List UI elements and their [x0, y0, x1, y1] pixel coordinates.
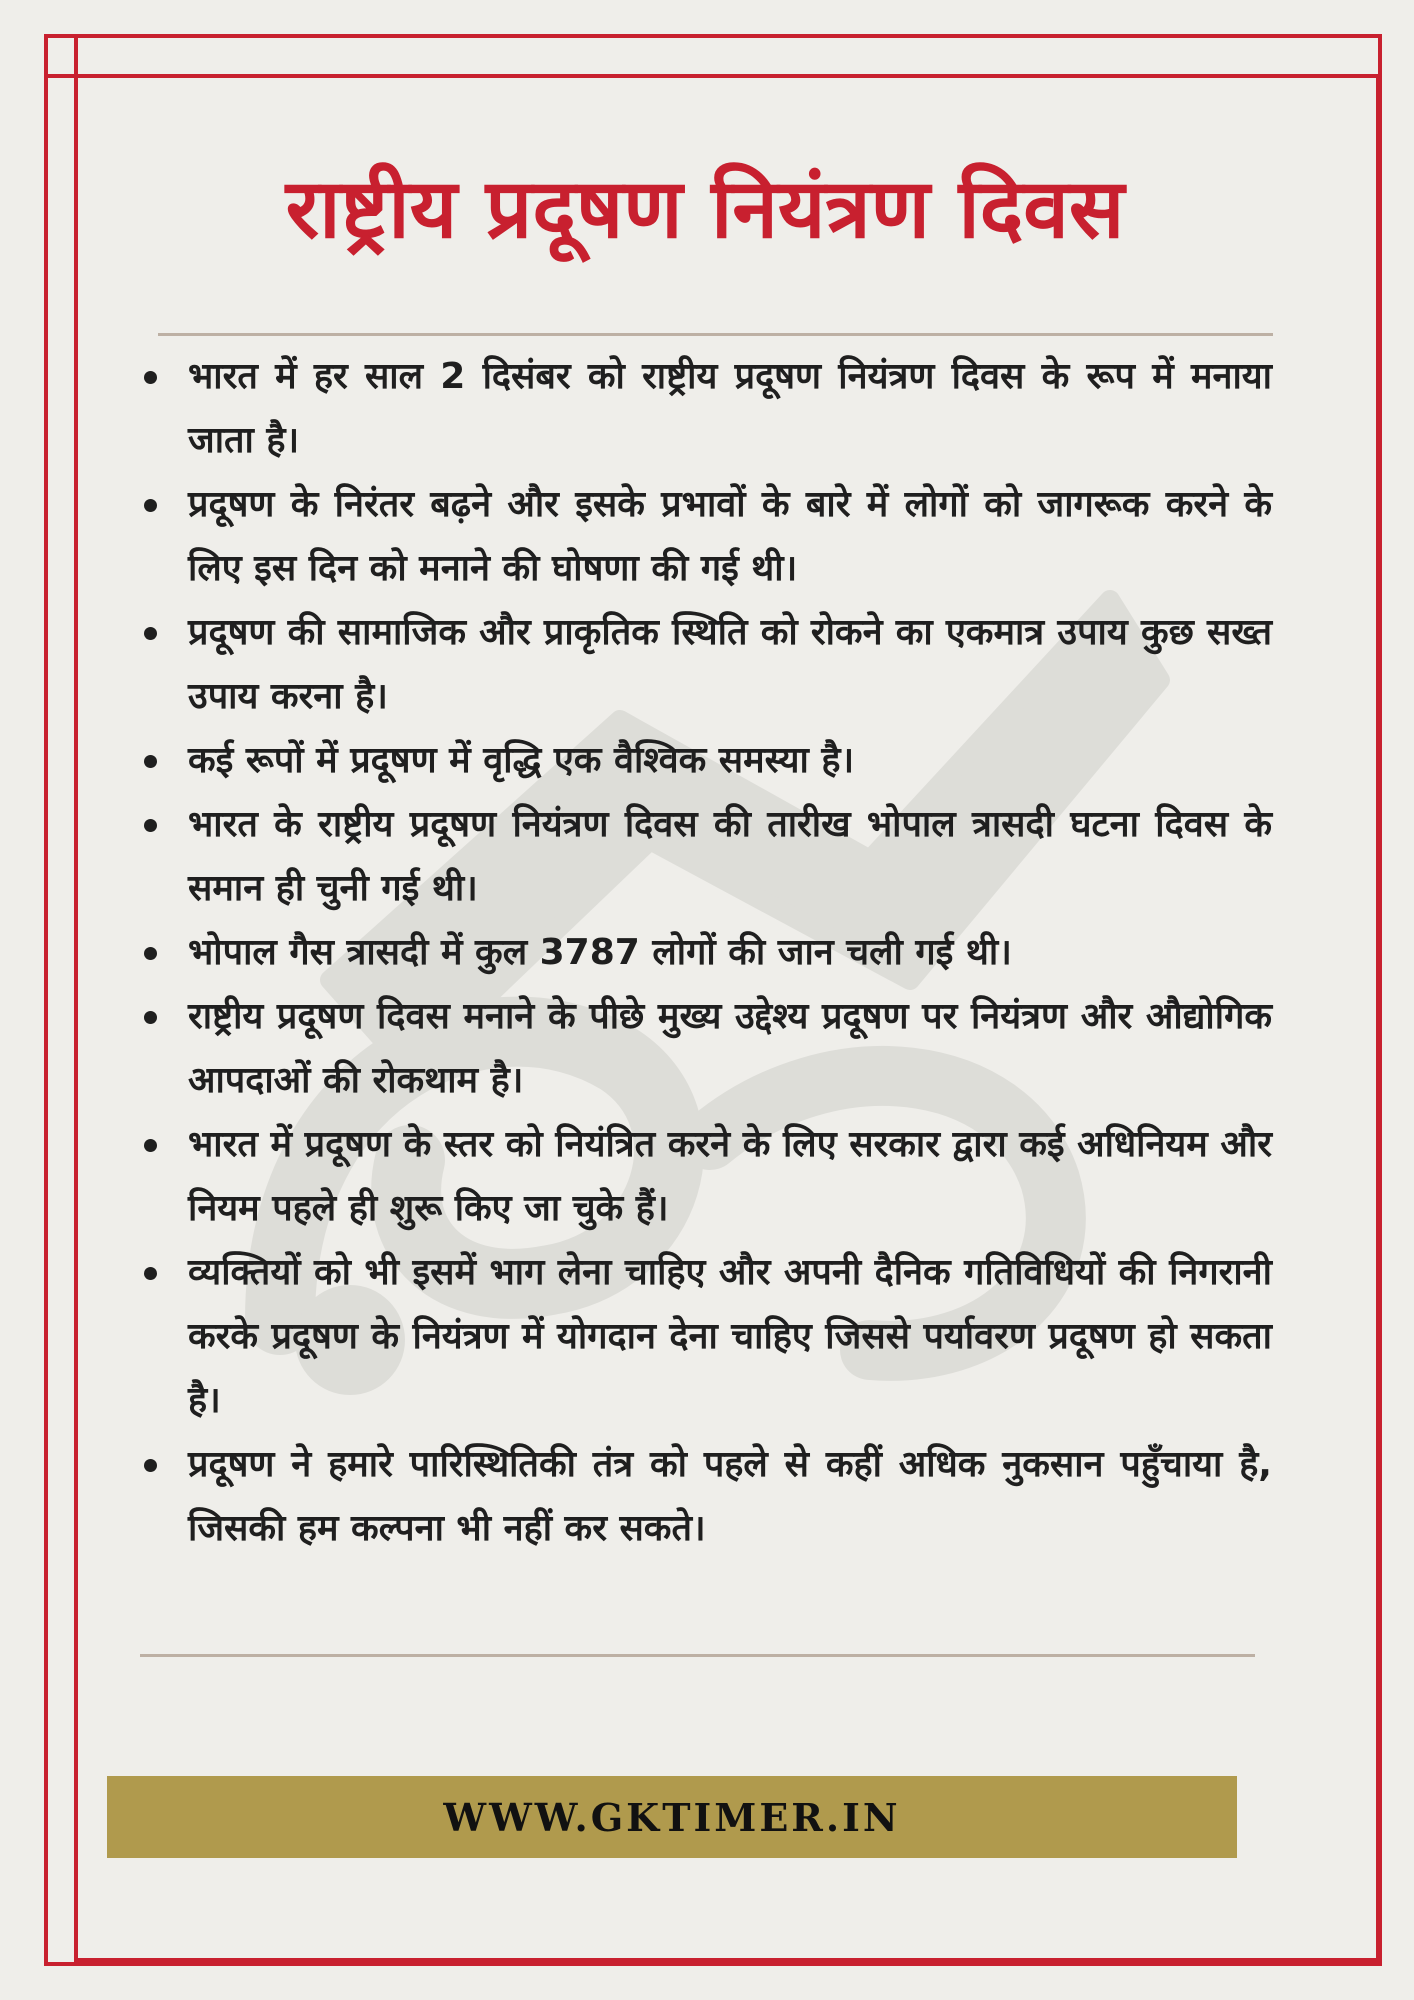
frame-right-line [1378, 34, 1382, 1966]
list-item [140, 985, 1272, 1113]
bullet-icon [144, 947, 157, 960]
bullet-icon [144, 755, 157, 768]
bullet-icon [144, 1011, 157, 1024]
list-item [140, 601, 1272, 729]
list-item-text: प्रदूषण के निरंतर बढ़ने और इसके प्रभावों के बारे में लोगों को जागरूक करने के लिए इस दिन को मनाने की घोषणा की गई थी। [188, 484, 1272, 589]
frame-bottom-line [44, 1962, 1382, 1966]
bullet-icon [144, 1459, 157, 1472]
footer-banner [107, 1776, 1237, 1858]
list-item-text: भोपाल गैस त्रासदी में कुल 3787 लोगों की जान चली गई थी। [188, 932, 1012, 973]
list-item-text: प्रदूषण ने हमारे पारिस्थितिकी तंत्र को पहले से कहीं अधिक नुकसान पहुँचाया है, जिसकी हम कल्पना भी नहीं कर सकते। [188, 1444, 1272, 1549]
list-item-text: राष्ट्रीय प्रदूषण दिवस मनाने के पीछे मुख्य उद्देश्य प्रदूषण पर नियंत्रण और औद्योगिक आपदाओं की रोकथाम है। [188, 996, 1272, 1101]
bullet-icon [144, 1267, 157, 1280]
list-item [140, 729, 1272, 793]
website-link[interactable]: WWW.GKTIMER.IN [443, 1794, 901, 1840]
list-item [140, 793, 1272, 921]
list-item-text: भारत में प्रदूषण के स्तर को नियंत्रित करने के लिए सरकार द्वारा कई अधिनियम और नियम पहले ही शुरू किए जा चुके हैं। [188, 1124, 1272, 1229]
list-item [140, 1433, 1272, 1561]
bullet-icon [144, 371, 157, 384]
list-item-text: व्यक्तियों को भी इसमें भाग लेना चाहिए और अपनी दैनिक गतिविधियों की निगरानी करके प्रदूषण के नियंत्रण में योगदान देना चाहिए जिससे पर्यावरण प्रदूषण हो सकता है। [188, 1252, 1272, 1421]
top-divider [158, 333, 1273, 336]
bullet-icon [144, 499, 157, 512]
list-item-text: भारत के राष्ट्रीय प्रदूषण नियंत्रण दिवस की तारीख भोपाल त्रासदी घटना दिवस के समान ही चुनी गई थी। [188, 804, 1272, 909]
list-item [140, 1113, 1272, 1241]
list-item [140, 473, 1272, 601]
bullet-icon [144, 819, 157, 832]
list-item [140, 921, 1272, 985]
list-item [140, 1241, 1272, 1433]
bullet-icon [144, 627, 157, 640]
bullet-list [140, 345, 1272, 1561]
bullet-icon [144, 1139, 157, 1152]
list-item-text: कई रूपों में प्रदूषण में वृद्धि एक वैश्विक समस्या है। [188, 740, 855, 781]
page-title: राष्ट्रीय प्रदूषण नियंत्रण दिवस [285, 162, 1125, 257]
frame-top-line [44, 74, 1382, 78]
list-item-text: प्रदूषण की सामाजिक और प्राकृतिक स्थिति को रोकने का एकमात्र उपाय कुछ सख्त उपाय करना है। [188, 612, 1272, 717]
frame-left-line [74, 34, 78, 1966]
list-item [140, 345, 1272, 473]
bottom-divider [140, 1654, 1255, 1657]
list-item-text: भारत में हर साल 2 दिसंबर को राष्ट्रीय प्रदूषण नियंत्रण दिवस के रूप में मनाया जाता है। [188, 356, 1272, 461]
